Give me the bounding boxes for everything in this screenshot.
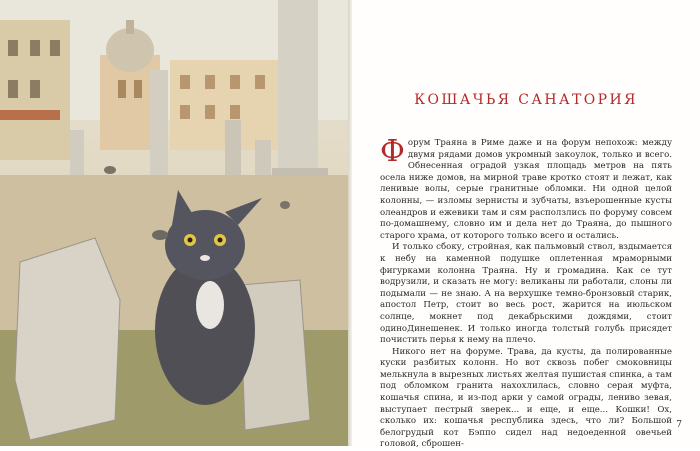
chapter-title: КОШАЧЬЯ САНАТОРИЯ <box>414 92 638 108</box>
text-page <box>352 0 700 450</box>
paragraph <box>380 134 672 242</box>
paragraph-text: орум Траяна в Риме даже и на форум непохож: между двумя рядами домов укромный закоулок, только и всего. Обнесенная оградой узкая площадь метров на пять осела ниже домов, на мирной траве кротко стоят и лежат, как ленивые волы, серые гранитные обломки. Ни одной целой колонны, — изломы зернисты и зубчаты, взъерошенные кусты олеандров и ежевики там и сям расползлись по форуму совсем по-домашнему, словно им и дела нет до Траяна, до пышного старого храма, от которого только всего и остались. <box>380 138 672 241</box>
paragraph: И только сбоку, стройная, как пальмовый ствол, вздымается к небу на каменной подушке оплетенная мраморными фигурками колонна Траяна. Ну и громадина. Как се тут водрузили, и сказать не могу: великаны ли работали, слоны ли подымали — не знаю. А на верхушке темно-бронзовый старик, апостол Петр, стоит во весь рост, жарится на июльском солнце, мокнет под декабрьскими дождями, стоит одиноДинешенек. И только иногда толстый голубь присядет почистить перья к нему на плечо. <box>380 242 672 346</box>
illustration <box>0 0 348 446</box>
chapter-body <box>380 134 672 451</box>
paragraph: Никого нет на форуме. Трава, да кусты, да полированные куски разбитых колонн. Но вот сквозь побег смоковницы мелькнула в вырезных листьях желтая пушистая спинка, а там под обломком гранита нахохлилась, словно серая муфта, кошачья спина, и из-под арки у самой ограды, лениво зевая, выступает пестрый зверек... и еще, и еще... Кошки! Ох, сколько их: кошачья республика здесь, что ли? Большой белогрудый кот Бэппо сидел над недоеденной овечьей головой, сброшен- <box>380 346 672 450</box>
page-number: 7 <box>676 420 682 430</box>
illustration-page <box>0 0 348 446</box>
drop-cap: Ф <box>380 134 405 169</box>
